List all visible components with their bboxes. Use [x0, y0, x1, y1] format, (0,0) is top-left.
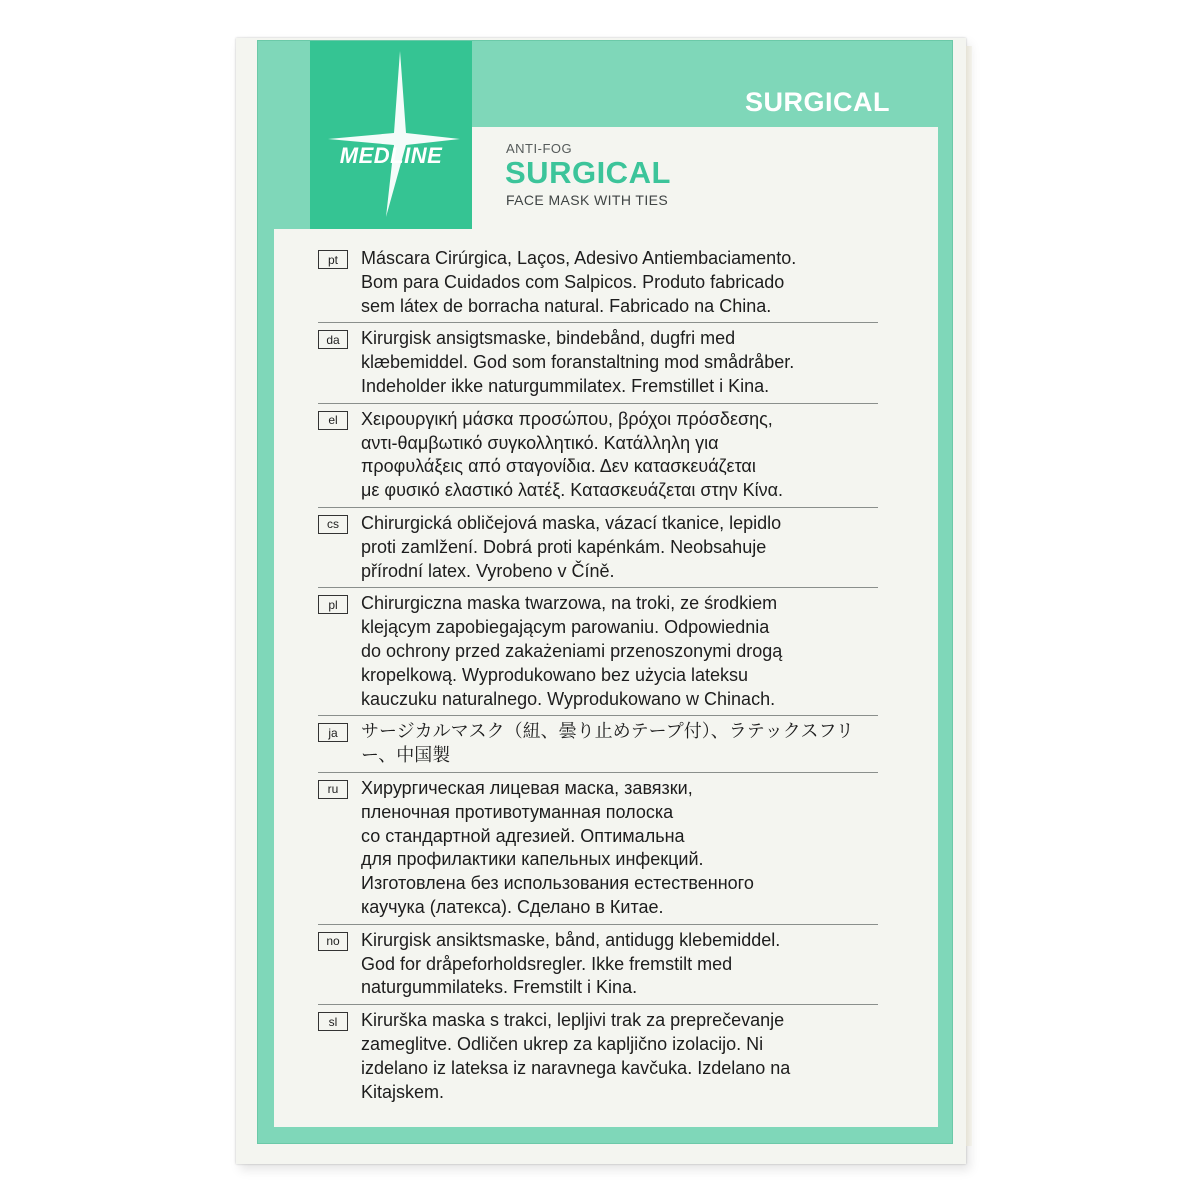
- language-entry: [318, 720, 878, 768]
- language-code-badge: ru: [318, 780, 348, 799]
- language-text: Chirurgiczna maska twarzowa, na troki, ze środkiem klejącym zapobiegającym parowaniu. Odpowiednia do ochrony przed zakażeniami przenoszonymi drogą kropelkową. Wyprodukowano bez użycia lateksu kauczuku naturalnego. Wyprodukowano w Chinach.: [361, 593, 783, 709]
- medline-logo: [310, 41, 472, 229]
- language-code-badge: cs: [318, 515, 348, 534]
- product-subtitle: FACE MASK WITH TIES: [506, 192, 669, 208]
- box-side-edge: [966, 46, 972, 1146]
- entry-separator: [318, 924, 878, 925]
- language-code-badge: sl: [318, 1012, 348, 1031]
- language-text: Chirurgická obličejová maska, vázací tkanice, lepidlo proti zamlžení. Dobrá proti kapénkám. Neobsahuje přírodní latex. Vyrobeno v Číně.: [361, 512, 782, 581]
- logo-text: MEDLINE: [339, 143, 443, 168]
- entry-separator: [318, 587, 878, 588]
- green-frame: [257, 40, 953, 1144]
- entry-separator: [318, 403, 878, 404]
- language-entry: [318, 408, 878, 503]
- language-entry: [318, 1009, 878, 1104]
- language-code-badge: no: [318, 932, 348, 951]
- language-text: Kirurgisk ansiktsmaske, bånd, antidugg klebemiddel. God for dråpeforholdsregler. Ikke fremstilt med naturgummilateks. Fremstilt i Kina.: [361, 929, 781, 998]
- anti-fog-label: ANTI-FOG: [506, 141, 573, 156]
- medline-star-icon: [310, 41, 472, 229]
- language-code-badge: pt: [318, 250, 348, 269]
- language-text: Kirurgisk ansigtsmaske, bindebånd, dugfri med klæbemiddel. God som foranstaltning mod smådråber. Indeholder ikke naturgummilatex. Fremstillet i Kina.: [361, 328, 795, 396]
- language-text: Хирургическая лицевая маска, завязки, пленочная противотуманная полоска со стандартной адгезией. Оптимальна для профилактики капельных инфекций. Изготовлена без использования естественного каучука (латекса). Сделано в Китае.: [361, 777, 754, 917]
- language-entry: [318, 512, 878, 583]
- language-entries: [318, 247, 878, 1104]
- language-code-badge: pl: [318, 595, 348, 614]
- language-text: Χειρουργική μάσκα προσώπου, βρόχοι πρόσδεσης, αντι-θαμβωτικό συγκολλητικό. Κατάλληλη για προφυλάξεις από σταγονίδια. Δεν κατασκευάζεται με φυσικό ελαστικό λατέξ. Κατασκευάζεται στην Κίνα.: [361, 408, 784, 501]
- language-entry: [318, 592, 878, 711]
- entry-separator: [318, 322, 878, 323]
- entry-separator: [318, 772, 878, 773]
- product-name: SURGICAL: [505, 155, 671, 190]
- entry-separator: [318, 715, 878, 716]
- language-code-badge: el: [318, 411, 348, 430]
- language-entry: [318, 247, 878, 318]
- language-text: Kirurška maska s trakci, lepljivi trak za preprečevanje zameglitve. Odličen ukrep za kapljično izolacijo. Ni izdelano iz lateksa iz naravnega kavčuka. Izdelano na Kitajskem.: [361, 1010, 791, 1102]
- language-code-badge: da: [318, 330, 348, 349]
- language-entry: [318, 929, 878, 1000]
- language-entry: [318, 327, 878, 398]
- language-entry: [318, 777, 878, 920]
- language-code-badge: ja: [318, 723, 348, 742]
- corner-label: SURGICAL: [745, 87, 890, 117]
- language-text: Máscara Cirúrgica, Laços, Adesivo Antiembaciamento. Bom para Cuidados com Salpicos. Produto fabricado sem látex de borracha natural. Fabricado na China.: [361, 248, 797, 316]
- language-text: サージカルマスク（紐、曇り止めテープ付）、ラテックスフリ ー、中国製: [361, 721, 854, 766]
- entry-separator: [318, 507, 878, 508]
- entry-separator: [318, 1004, 878, 1005]
